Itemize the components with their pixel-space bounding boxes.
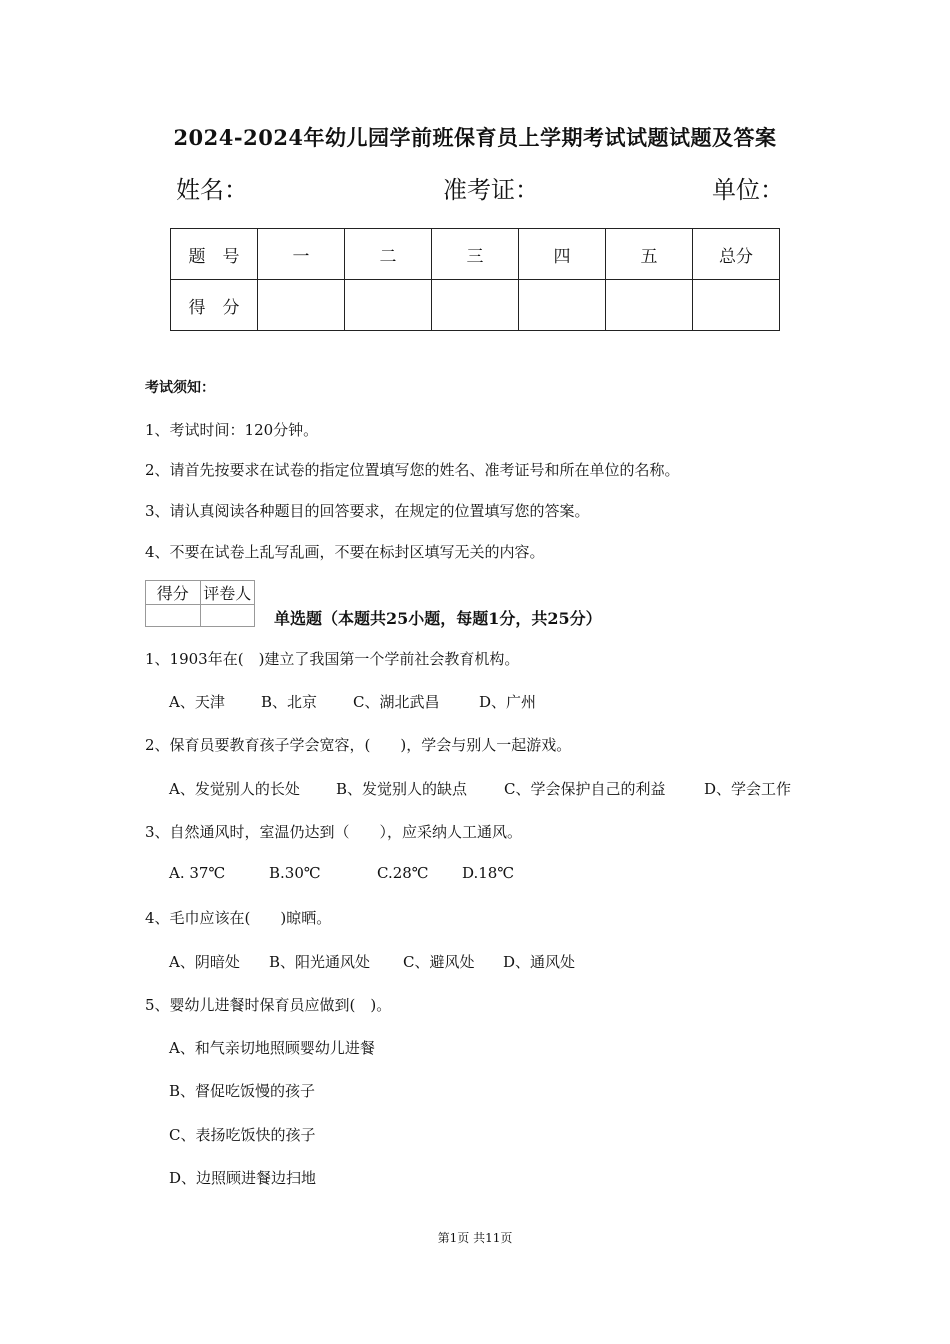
question-option: D、学会工作: [704, 780, 792, 798]
grader-score-label: 得分: [146, 581, 201, 605]
question-stem: 5、婴幼儿进餐时保育员应做到( )。: [145, 996, 392, 1014]
notice-heading: 考试须知：: [145, 380, 215, 396]
question-option: D、通风处: [503, 953, 576, 971]
score-cell: [258, 280, 345, 331]
grader-name-cell: [200, 605, 255, 627]
grader-score-cell: [146, 605, 201, 627]
score-table-header-cell: 三: [432, 229, 519, 280]
unit-label: 单位：: [712, 176, 784, 204]
score-table-score-row: [171, 280, 780, 331]
score-table: [170, 228, 780, 331]
question-option: A、阴暗处: [169, 953, 240, 971]
notice-item: 3、请认真阅读各种题目的回答要求，在规定的位置填写您的答案。: [145, 502, 590, 520]
question-option: D、广州: [479, 693, 537, 711]
page-footer: 第1页 共11页: [437, 1231, 513, 1245]
question-stem: 4、毛巾应该在( )晾晒。: [145, 909, 332, 927]
question-option: A、和气亲切地照顾婴幼儿进餐: [169, 1039, 375, 1057]
score-table-header-cell: 总分: [693, 229, 780, 280]
question-option: D、边照顾进餐边扫地: [169, 1169, 317, 1187]
score-table-header-row: [171, 229, 780, 280]
question-option: A、天津: [169, 693, 225, 711]
question-stem: 1、1903年在( )建立了我国第一个学前社会教育机构。: [145, 650, 520, 668]
question-option: B、北京: [261, 693, 318, 711]
score-row-label: 得 分: [171, 280, 258, 331]
question-option: D.18℃: [462, 864, 515, 882]
question-option: A. 37℃: [169, 864, 226, 882]
score-cell: [693, 280, 780, 331]
exam-id-label: 准考证：: [443, 176, 539, 204]
page-title: 2024-2024年幼儿园学前班保育员上学期考试试题试题及答案: [173, 125, 777, 150]
question-option: B.30℃: [269, 864, 321, 882]
score-cell: [606, 280, 693, 331]
question-option: A、发觉别人的长处: [169, 780, 300, 798]
section-title: 单选题（本题共25小题，每题1分，共25分）: [274, 609, 602, 628]
notice-item: 4、不要在试卷上乱写乱画，不要在标封区填写无关的内容。: [145, 543, 545, 561]
notice-item: 2、请首先按要求在试卷的指定位置填写您的姓名、准考证号和所在单位的名称。: [145, 461, 680, 479]
question-option: B、督促吃饭慢的孩子: [169, 1082, 316, 1100]
score-cell: [519, 280, 606, 331]
question-option: C、表扬吃饭快的孩子: [169, 1126, 316, 1144]
score-table-header-cell: 一: [258, 229, 345, 280]
question-stem: 2、保育员要教育孩子学会宽容，( )，学会与别人一起游戏。: [145, 736, 572, 754]
score-cell: [345, 280, 432, 331]
grader-name-label: 评卷人: [200, 581, 255, 605]
question-stem: 3、自然通风时，室温仍达到（ ），应采纳人工通风。: [145, 823, 523, 841]
question-option: B、发觉别人的缺点: [336, 780, 468, 798]
notice-item: 1、考试时间：120分钟。: [145, 421, 319, 439]
question-option: B、阳光通风处: [269, 953, 371, 971]
score-table-header-cell: 五: [606, 229, 693, 280]
score-cell: [432, 280, 519, 331]
name-label: 姓名：: [176, 176, 248, 204]
question-option: C.28℃: [377, 864, 429, 882]
question-option: C、避风处: [403, 953, 475, 971]
score-table-header-cell: 题 号: [171, 229, 258, 280]
score-table-header-cell: 二: [345, 229, 432, 280]
question-option: C、学会保护自己的利益: [504, 780, 666, 798]
question-option: C、湖北武昌: [353, 693, 440, 711]
grader-box: [145, 580, 255, 627]
score-table-header-cell: 四: [519, 229, 606, 280]
